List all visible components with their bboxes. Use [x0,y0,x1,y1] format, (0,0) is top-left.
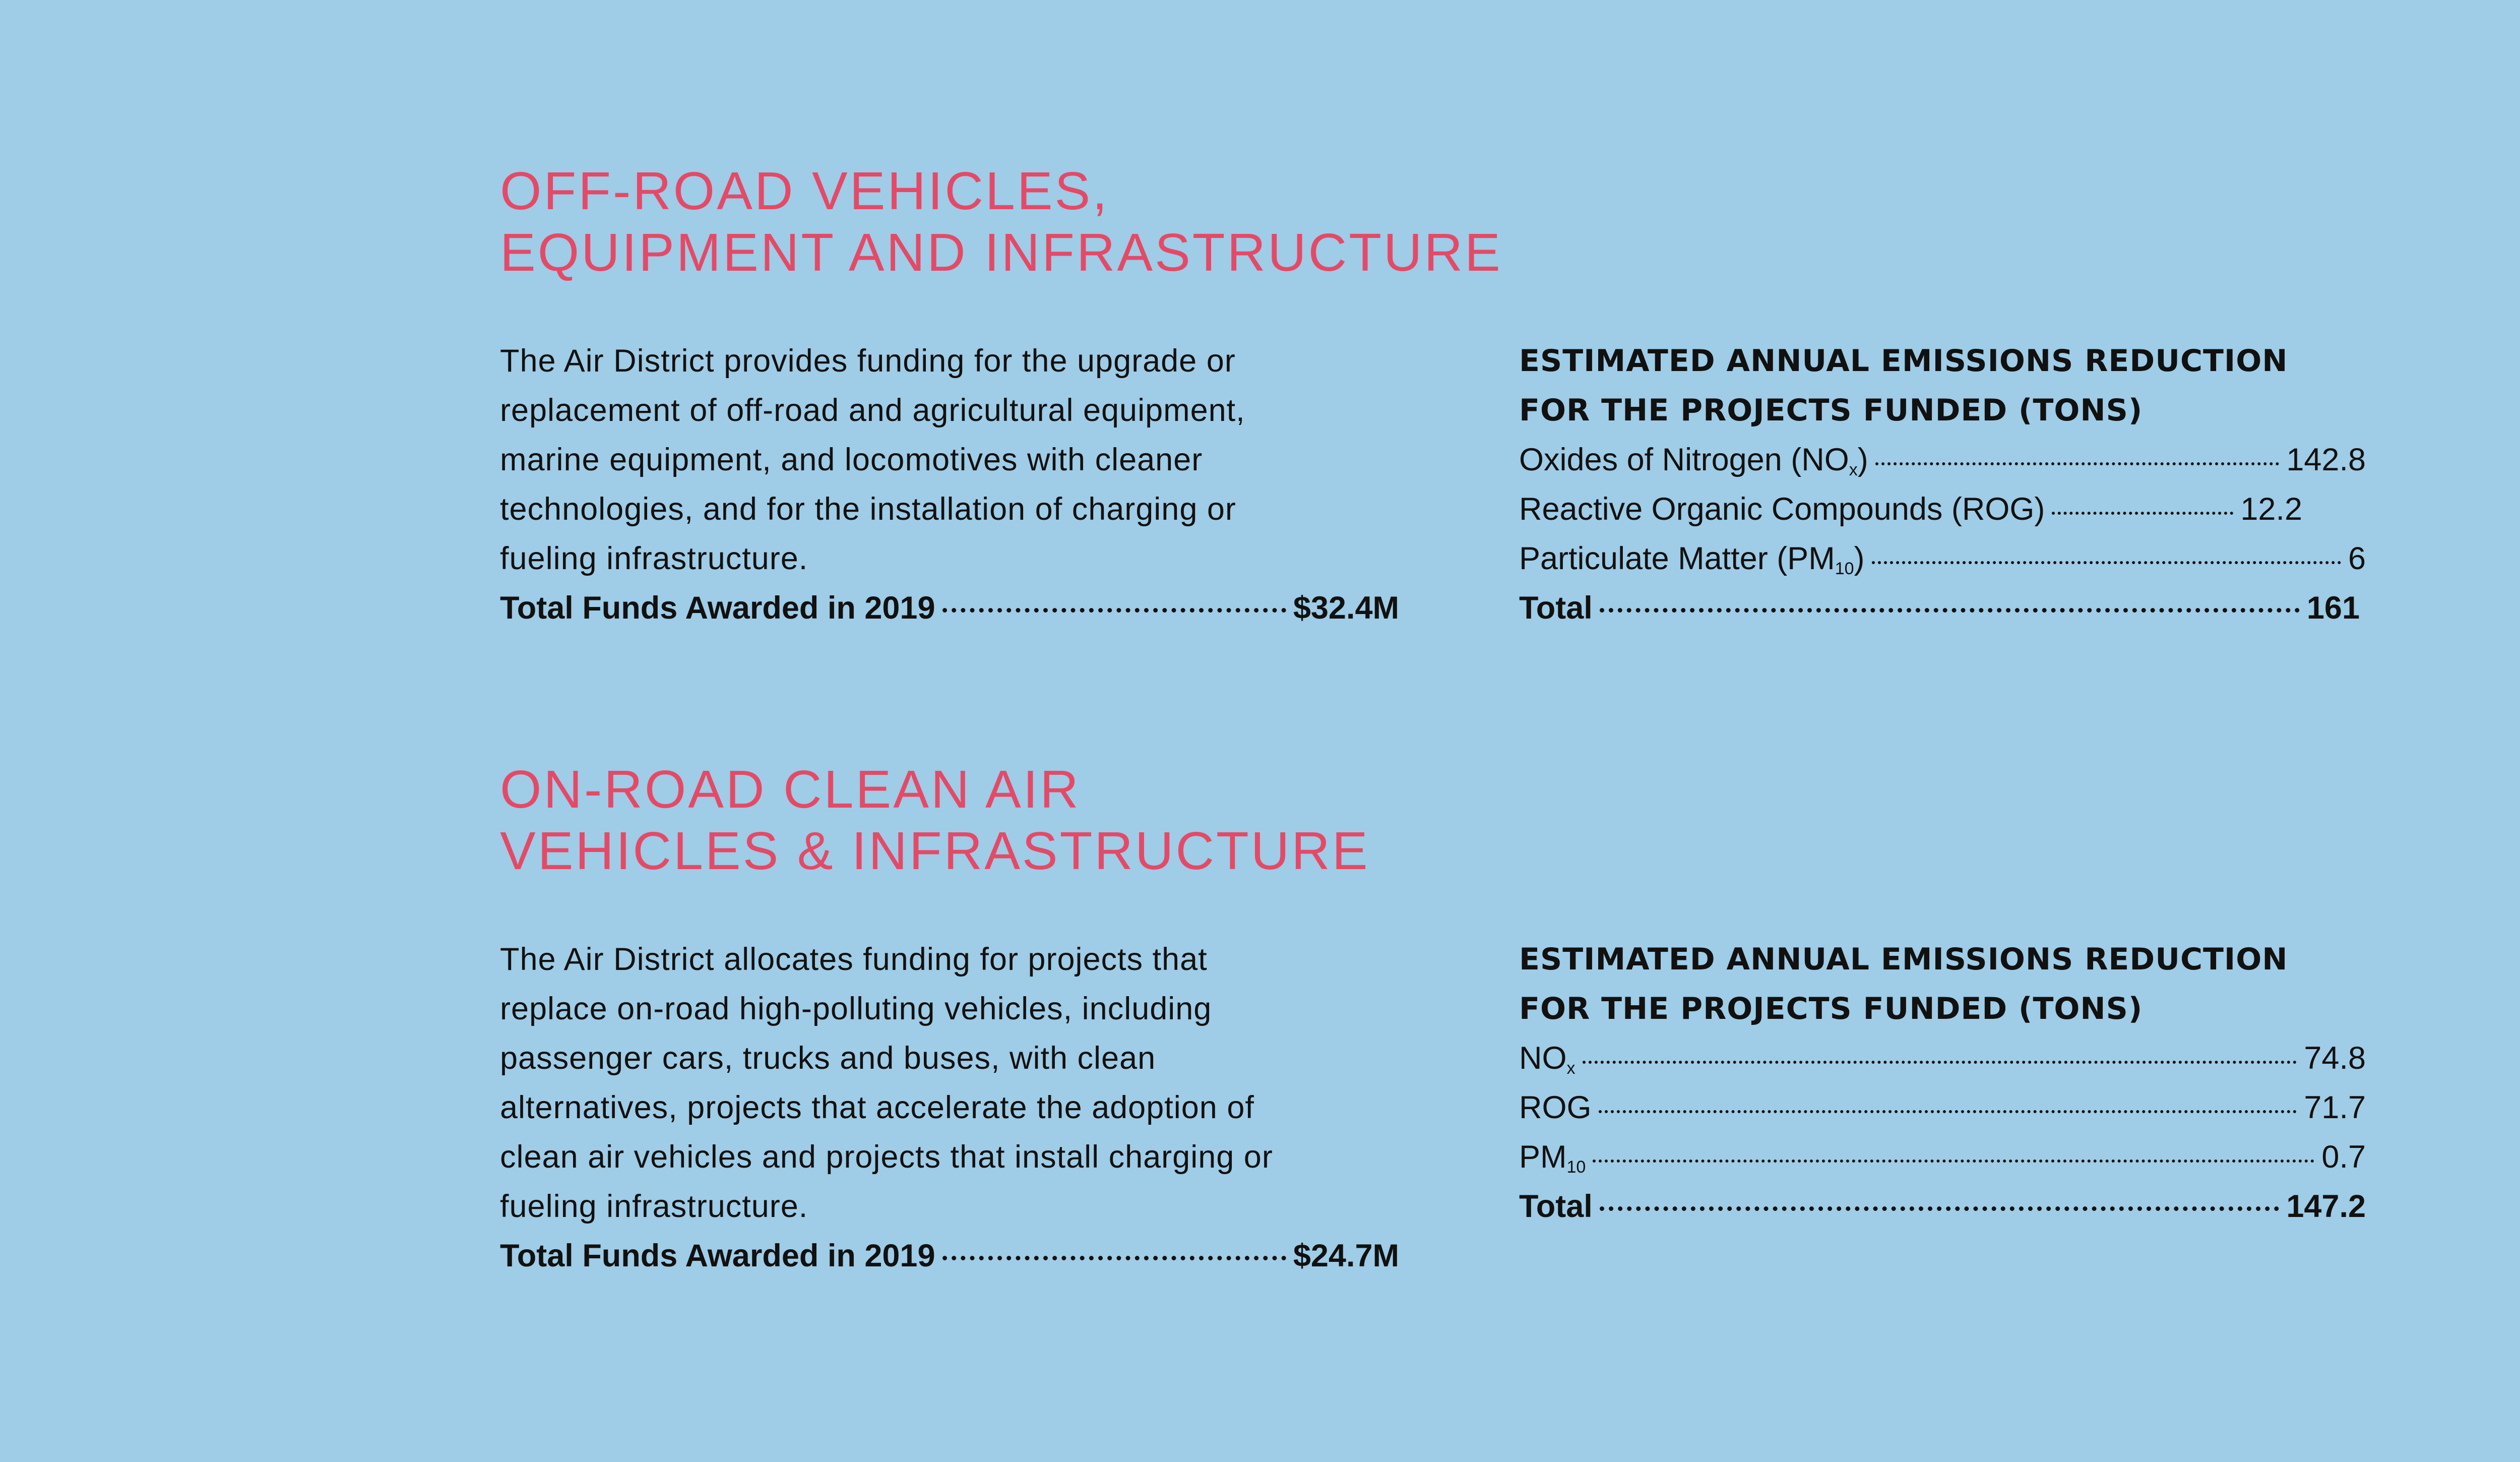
emissions-table-heading [1519,935,2366,1033]
description-line: marine equipment, and locomotives with cleaner [500,442,1203,477]
emissions-table [1519,336,2366,633]
section-on-road [500,759,2395,1273]
emissions-heading-line-2: FOR THE PROJECTS FUNDED (TONS) [1519,991,2143,1026]
section-title-line-1: ON-ROAD CLEAN AIR [500,760,1081,819]
dot-leader [2052,512,2233,515]
emissions-total-label: Total [1519,1189,1593,1224]
emissions-total-value: 147.2 [2286,1189,2366,1224]
emissions-value: 74.8 [2304,1041,2366,1076]
emissions-row-nox [1519,1033,2366,1083]
dot-leader [1599,1110,2297,1113]
total-funds-value: $24.7M [1293,1238,1399,1273]
emissions-label: ROG [1519,1090,1592,1125]
emissions-label: Particulate Matter $(PM_{10})$ [1519,541,1865,578]
emissions-total-value: 161 [2306,590,2360,626]
dot-leader [1593,1160,2314,1163]
description-column [500,336,1407,633]
emissions-total-label: Total [1519,590,1593,626]
section-off-road [500,160,2395,626]
description-line: clean air vehicles and projects that install charging or [500,1139,1273,1175]
section-title-line-2: VEHICLES & INFRASTRUCTURE [500,821,1370,881]
description-line: passenger cars, trucks and buses, with clean [500,1041,1156,1076]
description-text [500,336,1407,583]
emissions-row-total [1519,1182,2366,1231]
emissions-label: $NO_x$ [1519,1041,1576,1078]
subscript: 10 [1835,559,1854,578]
emissions-table [1519,935,2366,1231]
dot-leader [942,608,1286,613]
emissions-row-total [1519,583,2360,633]
emissions-value: 0.7 [2321,1139,2366,1175]
dot-leader [1600,608,2300,613]
emissions-table-heading [1519,336,2366,435]
emissions-value: 142.8 [2286,442,2366,477]
section-title-line-1: OFF-ROAD VEHICLES, [500,161,1109,221]
description-line: technologies, and for the installation of charging or [500,492,1236,527]
total-funds-label: Total Funds Awarded in 2019 [500,590,935,626]
emissions-heading-line-2: FOR THE PROJECTS FUNDED (TONS) [1519,393,2143,428]
description-line: replacement of off-road and agricultural equipment, [500,393,1245,428]
emissions-value: 71.7 [2304,1090,2366,1125]
total-funds-label: Total Funds Awarded in 2019 [500,1238,935,1273]
emissions-value: 12.2 [2240,492,2303,527]
description-line: alternatives, projects that accelerate the adoption of [500,1090,1254,1125]
description-line: replace on-road high-polluting vehicles, including [500,991,1212,1026]
dot-leader [1872,561,2341,564]
total-funds-row [500,1231,1399,1281]
emissions-row-pm10 [1519,1132,2366,1182]
description-line: The Air District allocates funding for projects that [500,942,1208,977]
dot-leader [1583,1061,2297,1064]
emissions-heading-line-1: ESTIMATED ANNUAL EMISSIONS REDUCTION [1519,942,2288,977]
total-funds-row [500,583,1399,633]
subscript: x [1849,460,1858,479]
dot-leader [1600,1206,2280,1211]
section-title [500,759,2395,882]
dot-leader [1875,462,2280,465]
subscript: 10 [1566,1158,1586,1177]
subscript: x [1566,1059,1576,1078]
emissions-label: Reactive Organic Compounds (ROG) [1519,492,2045,527]
description-line: fueling infrastructure. [500,1189,808,1224]
description-line: The Air District provides funding for the upgrade or [500,343,1236,379]
emissions-row-rog [1519,1083,2366,1132]
emissions-row-rog [1519,484,2366,534]
emissions-label: Oxides of Nitrogen $(NO_x)$ [1519,442,1868,479]
total-funds-value: $32.4M [1293,590,1399,626]
emissions-row-nox [1519,435,2366,484]
section-title [500,160,2395,283]
emissions-label: $PM_{10}$ [1519,1139,1586,1177]
emissions-value: 6 [2348,541,2366,576]
description-text [500,935,1407,1231]
dot-leader [942,1256,1286,1260]
emissions-row-pm10 [1519,534,2366,583]
emissions-heading-line-1: ESTIMATED ANNUAL EMISSIONS REDUCTION [1519,343,2288,379]
description-line: fueling infrastructure. [500,541,808,576]
section-title-line-2: EQUIPMENT AND INFRASTRUCTURE [500,223,1502,282]
description-column [500,935,1407,1281]
